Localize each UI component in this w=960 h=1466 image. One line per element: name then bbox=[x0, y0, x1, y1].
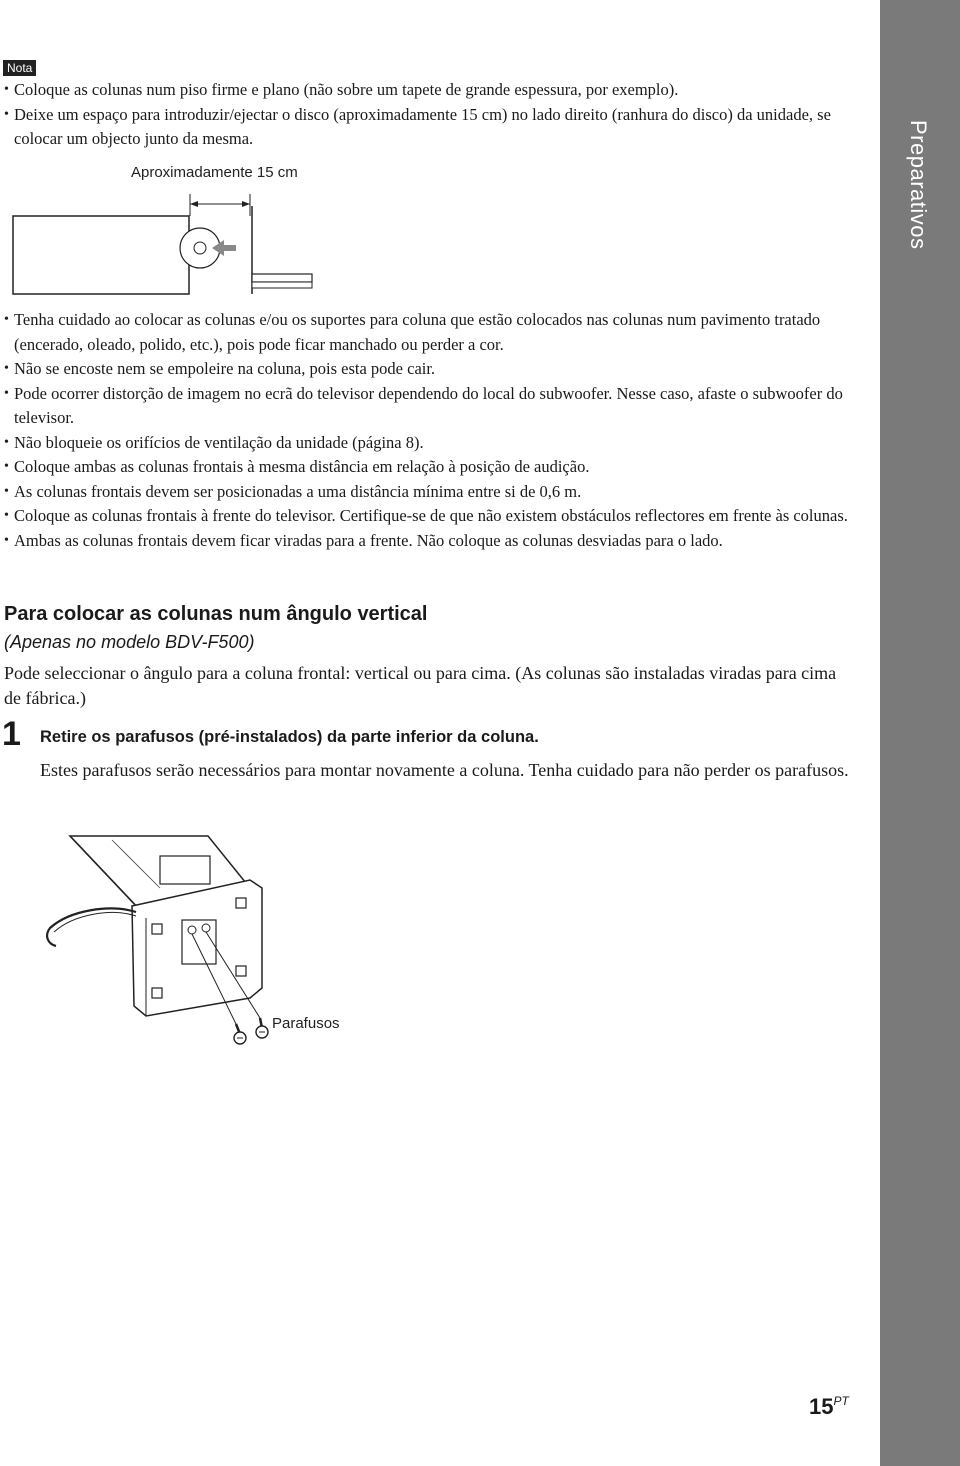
figure1-label: Aproximadamente 15 cm bbox=[131, 164, 298, 181]
speaker-screws-illustration bbox=[40, 828, 280, 1058]
list-item: • Ambas as colunas frontais devem ficar viradas para a frente. Não coloque as colunas desviadas para o lado. bbox=[4, 529, 864, 554]
page-language-suffix: PT bbox=[833, 1394, 849, 1408]
note-item: • Coloque as colunas num piso firme e plano (não sobre um tapete de grande espessura, por exemplo). bbox=[4, 78, 864, 103]
list-item: • As colunas frontais devem ser posicionadas a uma distância mínima entre si de 0,6 m. bbox=[4, 480, 864, 505]
note-badge: Nota bbox=[3, 60, 36, 76]
list-item: • Não bloqueie os orifícios de ventilação da unidade (página 8). bbox=[4, 431, 864, 456]
list-item: • Não se encoste nem se empoleire na coluna, pois esta pode cair. bbox=[4, 357, 864, 382]
list-item: • Coloque as colunas frontais à frente do televisor. Certifique-se de que não existem obstáculos reflectores em frente às colunas. bbox=[4, 504, 864, 529]
step-number: 1 bbox=[2, 715, 21, 753]
precautions-list bbox=[4, 308, 864, 553]
section-intro: Pode seleccionar o ângulo para a coluna frontal: vertical ou para cima. (As colunas são instaladas viradas para cima de fábrica.) bbox=[4, 663, 837, 708]
list-item: • Tenha cuidado ao colocar as colunas e/ou os suportes para coluna que estão colocados nas colunas num pavimento tratado (encerado, oleado, polido, etc.), pois pode ficar manchado ou perder a cor. bbox=[4, 308, 864, 357]
list-item: • Pode ocorrer distorção de imagem no ecrã do televisor dependendo do local do subwoofer. Nesse caso, afaste o subwoofer do televisor. bbox=[4, 382, 864, 431]
section-title: Para colocar as colunas num ângulo vertical bbox=[4, 603, 428, 625]
disc-clearance-illustration bbox=[10, 186, 320, 298]
figure2-label: Parafusos bbox=[272, 1015, 340, 1032]
step-title: Retire os parafusos (pré-instalados) da parte inferior da coluna. bbox=[40, 728, 539, 746]
note-list bbox=[4, 78, 864, 152]
list-item: • Coloque ambas as colunas frontais à mesma distância em relação à posição de audição. bbox=[4, 455, 864, 480]
page-number bbox=[809, 1394, 849, 1420]
section-subtitle: (Apenas no modelo BDV-F500) bbox=[4, 632, 255, 652]
note-item: • Deixe um espaço para introduzir/ejectar o disco (aproximadamente 15 cm) no lado direito (ranhura do disco) da unidade, se colocar um objecto junto da mesma. bbox=[4, 103, 864, 152]
side-tab-label: Preparativos bbox=[906, 120, 931, 250]
step-body: Estes parafusos serão necessários para montar novamente a coluna. Tenha cuidado para não perder os parafusos. bbox=[40, 760, 849, 780]
page-number-value: 15 bbox=[809, 1394, 834, 1419]
